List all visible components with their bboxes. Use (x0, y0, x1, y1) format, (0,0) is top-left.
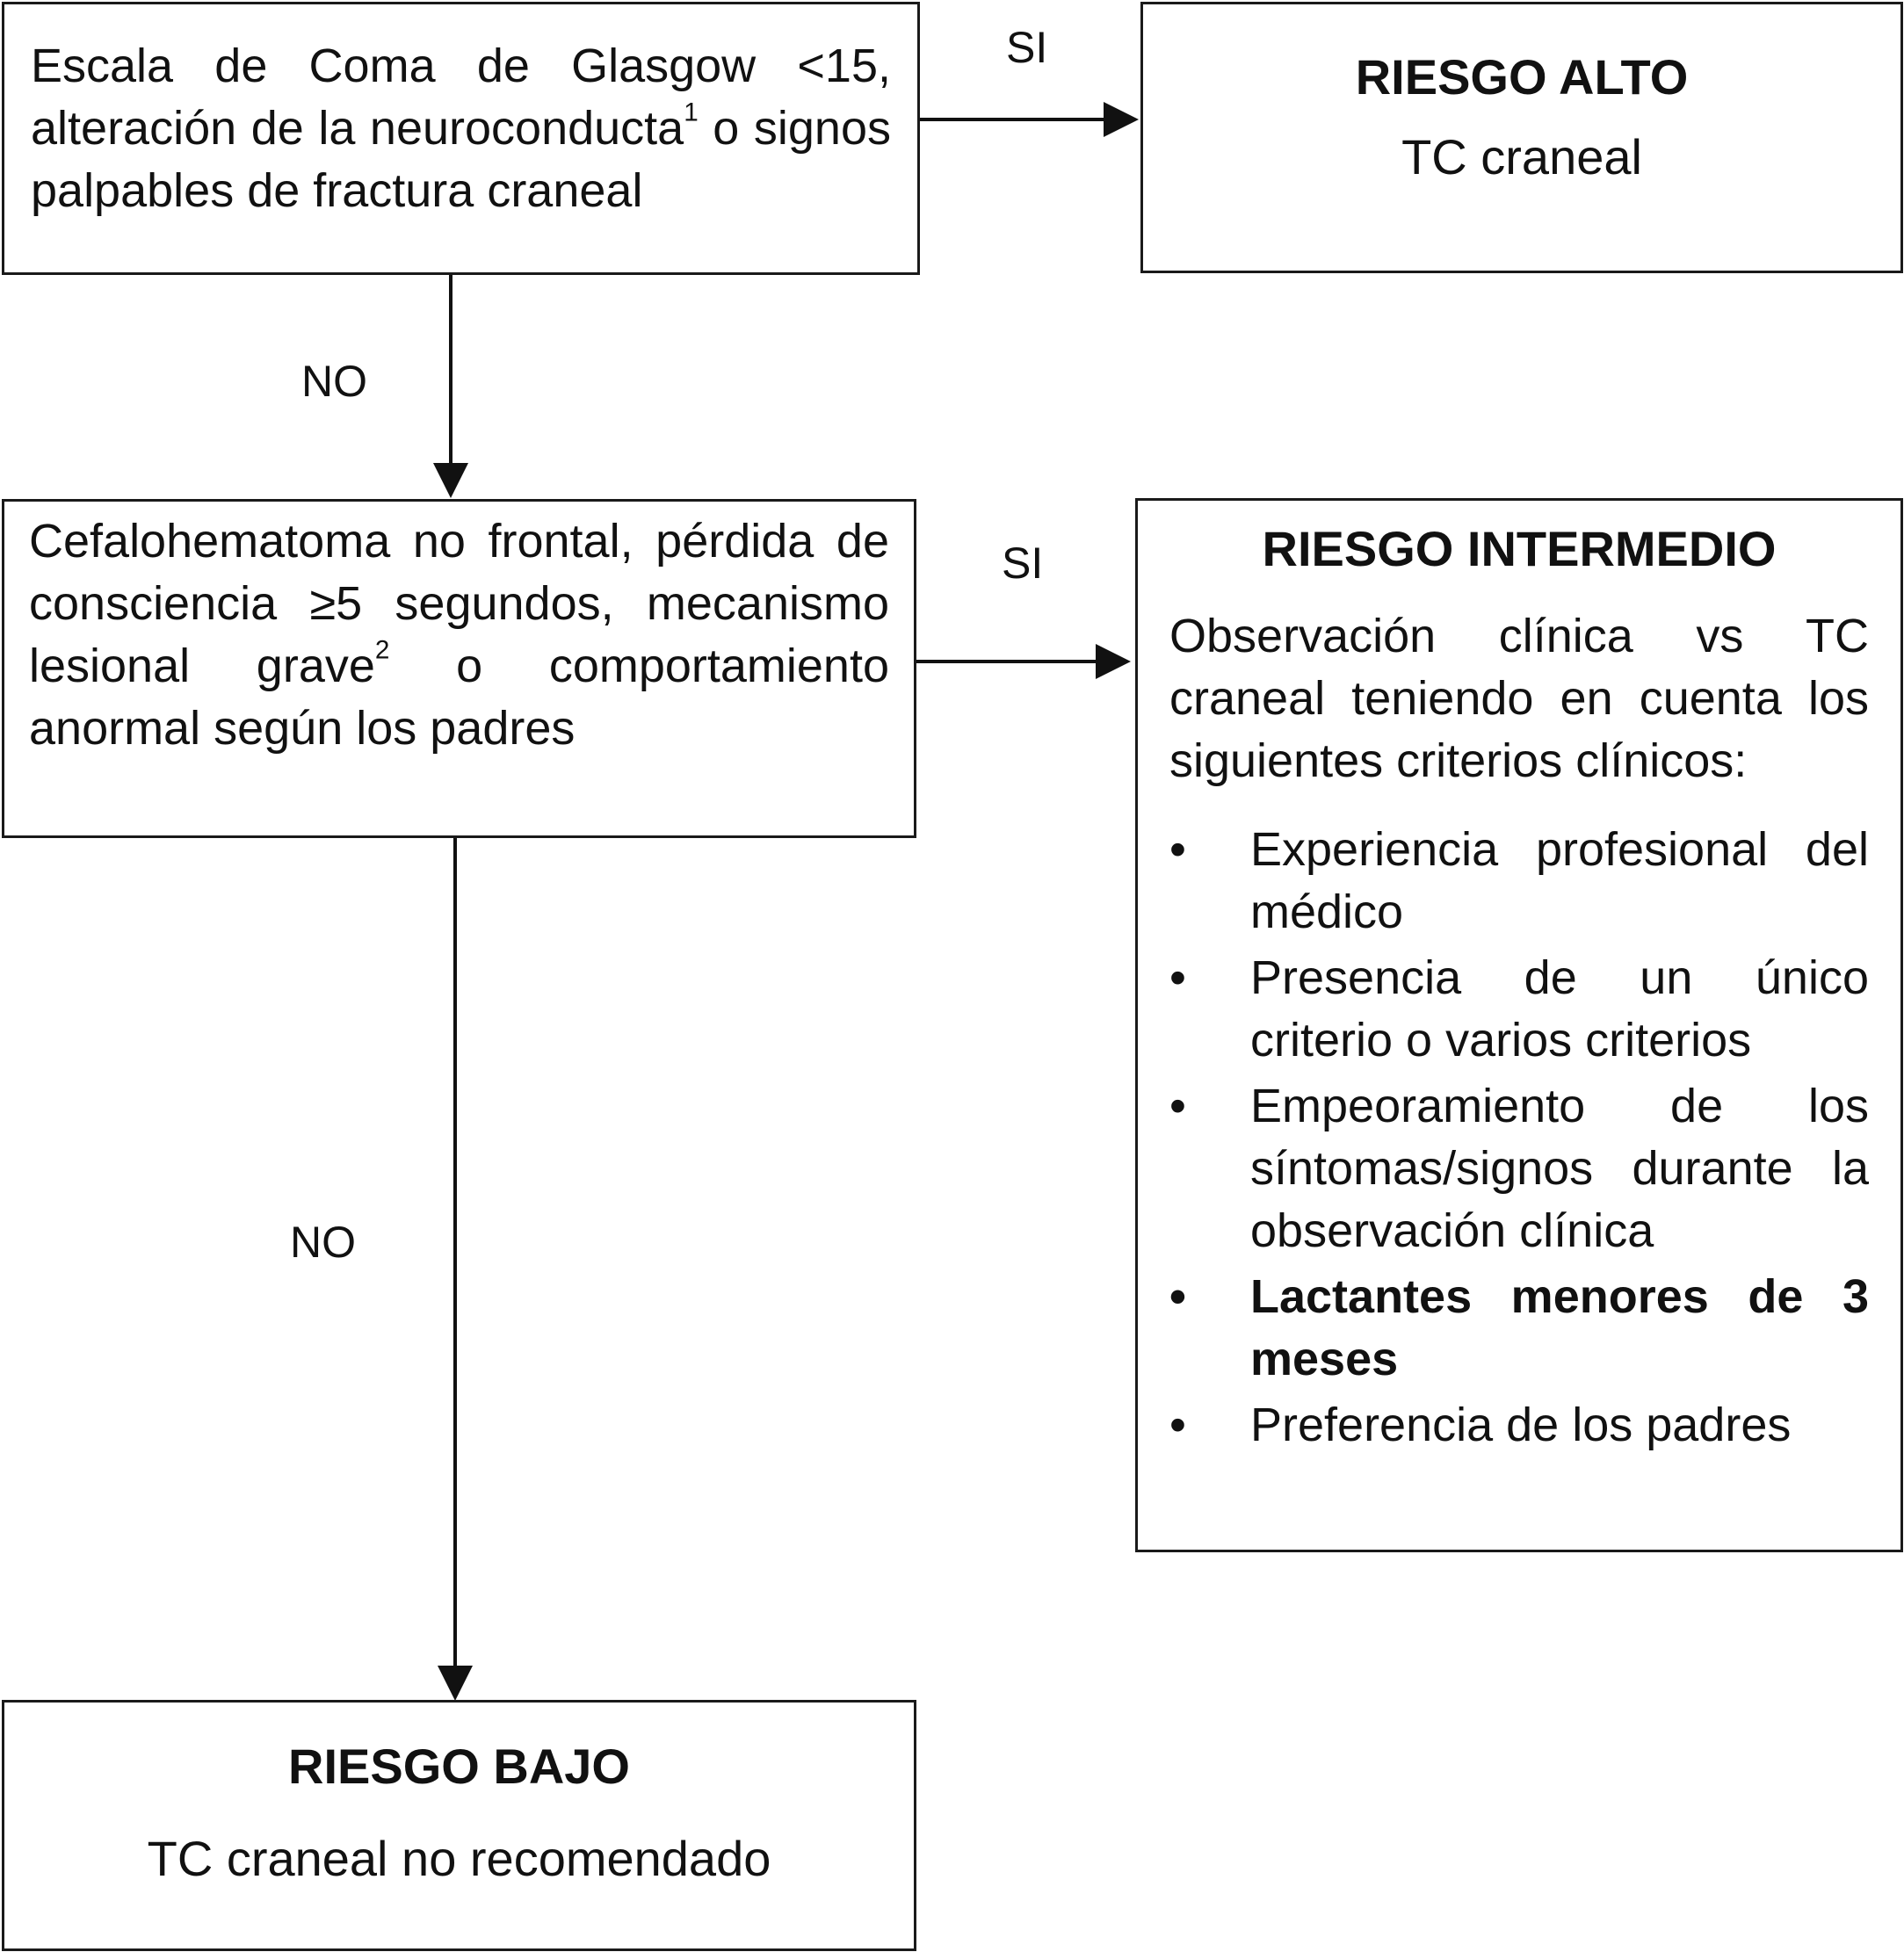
criteria-item: • Preferencia de los padres (1169, 1399, 1792, 1451)
intermediate-risk-text: Observación clínica vs TC craneal teniendo en cuenta los siguientes criterios clínicos: (1169, 610, 1869, 787)
criteria-item: • Presencia de un único criterio o varios criterios (1169, 951, 1869, 1066)
high-risk-text: TC craneal (1401, 129, 1642, 184)
intermediate-risk-title: RIESGO INTERMEDIO (1262, 521, 1777, 576)
criteria-item: • Lactantes menores de 3 meses (1169, 1270, 1869, 1385)
criteria-item: • Experiencia profesional del médico (1169, 823, 1869, 938)
criteria-list (1169, 819, 1869, 1457)
yes-label-1: SI (1006, 23, 1048, 72)
no-label-2: NO (290, 1218, 356, 1267)
low-risk-title: RIESGO BAJO (288, 1739, 630, 1794)
yes-label-2: SI (1002, 539, 1044, 588)
low-risk-box (2, 1700, 916, 1951)
question-box-2 (2, 499, 916, 838)
question-box-1 (2, 2, 920, 275)
question-2-text: Cefalohematoma no frontal, pérdida de consciencia ≥5 segundos, mecanismo lesional grave$^2$ o comportamiento anormal según los padres (29, 515, 889, 755)
criteria-item: • Empeoramiento de los síntomas/signos durante la observación clínica (1169, 1080, 1869, 1257)
intermediate-risk-box (1135, 498, 1903, 1552)
high-risk-title: RIESGO ALTO (1355, 49, 1689, 105)
low-risk-text: TC craneal no recomendado (147, 1831, 771, 1886)
high-risk-box (1140, 2, 1903, 273)
no-label-1: NO (301, 357, 367, 406)
question-1-text: Escala de Coma de Glasgow <15, alteración de la neuroconducta$^1$ o signos palpables de fractura craneal (31, 40, 891, 217)
